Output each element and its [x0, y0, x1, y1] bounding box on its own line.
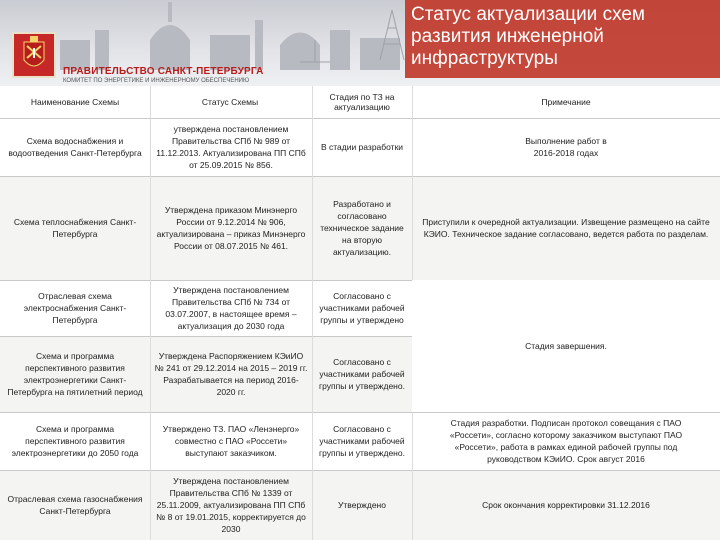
table-row-name: Схема и программа перспективного развития электроэнергетики до 2050 года — [11, 424, 139, 458]
table-row-status: Утверждена Распоряжением КЭиИО № 241 от 29.12.2014 на 2015 – 2019 гг. Разрабатывается на период 2016-2020 гг. — [154, 351, 308, 397]
table-row-status: Утверждено ТЗ. ПАО «Ленэнерго» совместно с ПАО «Россети» выступают заказчиком. — [162, 424, 300, 458]
table-row-name: Схема и программа перспективного развития электроэнергетики Санкт-Петербурга на пятилетний период — [7, 351, 143, 397]
column-header-stage: Стадия по ТЗ на актуализацию — [329, 92, 395, 112]
column-header-name: Наименование Схемы — [30, 97, 120, 107]
coat-of-arms-logo — [12, 32, 56, 78]
table-row-stage: Разработано и согласовано техническое задание на вторую актуализацию. — [320, 199, 404, 257]
table-row-stage: Утверждено — [338, 500, 386, 510]
committee-name: КОМИТЕТ ПО ЭНЕРГЕТИКЕ И ИНЖЕНЕРНОМУ ОБЕСПЕЧЕНИЮ — [63, 78, 250, 84]
table-row-stage: В стадии разработки — [320, 142, 404, 152]
table-row-name: Схема водоснабжения и водоотведения Санкт-Петербурга — [8, 136, 142, 158]
government-name: ПРАВИТЕЛЬСТВО САНКТ-ПЕТЕРБУРГА — [63, 66, 264, 77]
merged-note: Стадия завершения. — [412, 280, 720, 412]
table-row-stage: Согласовано с участниками рабочей группы и утверждено. — [319, 424, 405, 458]
table-row-status: утверждена постановлением Правительства СПб № 989 от 11.12.2013. Актуализирована ПП СПб от 25.09.2015 № 856. — [156, 124, 306, 170]
table-row-note: Стадия разработки. Подписан протокол совещания с ПАО «Россети», согласно которому заказчиком выступают ПАО «Россети», работа в рамках единой рабочей группы под руководством КЭиИО. Срок август 2016 — [449, 418, 683, 464]
table-row-status: Утверждена приказом Минэнерго России от 9.12.2014 № 906, актуализирована – приказ Минэнерго России от 08.07.2015 № 461. — [156, 205, 306, 251]
header-banner — [0, 0, 720, 86]
table-row-stage: Согласовано с участниками рабочей группы и утверждено — [319, 291, 405, 325]
table-row-name: Отраслевая схема электроснабжения Санкт-Петербурга — [23, 291, 127, 325]
table-row-note: Приступили к очередной актуализации. Извещение размещено на сайте КЭИО. Техническое задание согласовано, ведется работа по разделам. — [422, 217, 710, 239]
table-row-note: Срок окончания корректировки 31.12.2016 — [482, 500, 650, 510]
column-header-status: Статус Схемы — [201, 97, 259, 107]
table-row-status: Утверждена постановлением Правительства СПб № 734 от 03.07.2007, в настоящее время – актуализация до 2030 года — [165, 285, 297, 331]
table-row-status: Утверждена постановлением Правительства СПб № 1339 от 25.11.2009, актуализирована ПП СПб № 8 от 19.01.2015, корректируется до 2030 — [156, 476, 306, 534]
table-row-note: Выполнение работ в 2016-2018 годах — [525, 136, 607, 158]
table-row-name: Отраслевая схема газоснабжения Санкт-Петербурга — [7, 494, 143, 516]
table-row-stage: Согласовано с участниками рабочей группы и утверждено. — [319, 357, 405, 391]
page-title: Статус актуализации схем развития инженерной инфраструктуры — [411, 4, 645, 69]
column-header-note: Примечание — [541, 97, 591, 107]
table-row-name: Схема теплоснабжения Санкт-Петербурга — [13, 217, 137, 239]
